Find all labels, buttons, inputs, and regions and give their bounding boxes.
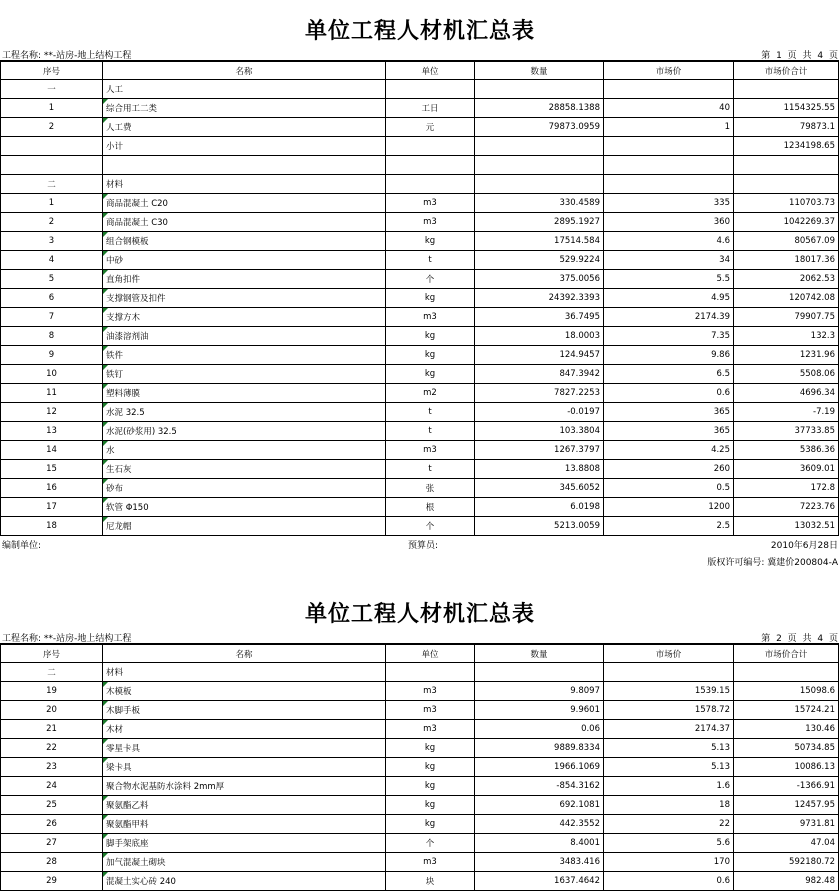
cell-qty: 3483.416 [475, 853, 604, 872]
cell-qty: 8.4001 [475, 834, 604, 853]
cell-total: 37733.85 [734, 422, 839, 441]
table-row [1, 739, 839, 758]
cell-price: 18 [604, 796, 734, 815]
col-header-price: 市场价 [604, 61, 734, 80]
table-row [1, 853, 839, 872]
table-row [1, 175, 839, 194]
cell-total: 130.46 [734, 720, 839, 739]
cell-price [604, 137, 734, 156]
cell-qty: 18.0003 [475, 327, 604, 346]
col-header-total: 市场价合计 [734, 61, 839, 80]
cell-total: 172.8 [734, 479, 839, 498]
cell-total: 15098.6 [734, 682, 839, 701]
cell-qty: 1267.3797 [475, 441, 604, 460]
cell-qty [475, 80, 604, 99]
table-row [1, 517, 839, 536]
cell-name: 中砂 [103, 251, 386, 270]
cell-unit: m3 [386, 720, 475, 739]
col-header-unit: 单位 [386, 61, 475, 80]
cell-qty: 124.9457 [475, 346, 604, 365]
cell-price [604, 156, 734, 175]
cell-name: 水泥 32.5 [103, 403, 386, 422]
table-row [1, 796, 839, 815]
cell-name [103, 156, 386, 175]
table-row [1, 346, 839, 365]
cell-no: 12 [1, 403, 103, 422]
cell-unit: kg [386, 777, 475, 796]
cell-name: 水泥(砂浆用) 32.5 [103, 422, 386, 441]
table-row [1, 815, 839, 834]
cell-price: 2.5 [604, 517, 734, 536]
cell-total: 120742.08 [734, 289, 839, 308]
col-header-unit: 单位 [386, 644, 475, 663]
cell-price: 6.5 [604, 365, 734, 384]
cell-price: 1200 [604, 498, 734, 517]
table-row [1, 118, 839, 137]
cell-no: 2 [1, 213, 103, 232]
cell-no: 一 [1, 80, 103, 99]
cell-qty: 17514.584 [475, 232, 604, 251]
cell-total: 80567.09 [734, 232, 839, 251]
table-row [1, 213, 839, 232]
table-row [1, 251, 839, 270]
cell-unit: kg [386, 365, 475, 384]
col-header-name: 名称 [103, 61, 386, 80]
cell-unit: m2 [386, 384, 475, 403]
cell-price: 5.13 [604, 758, 734, 777]
cell-no: 18 [1, 517, 103, 536]
cell-name: 砂布 [103, 479, 386, 498]
cell-no: 25 [1, 796, 103, 815]
col-header-no: 序号 [1, 644, 103, 663]
cell-price [604, 80, 734, 99]
cell-no: 29 [1, 872, 103, 891]
cell-unit [386, 156, 475, 175]
cell-name: 零星卡具 [103, 739, 386, 758]
cell-qty: 9889.8334 [475, 739, 604, 758]
col-header-total: 市场价合计 [734, 644, 839, 663]
table-header-row [1, 61, 839, 80]
cell-no: 28 [1, 853, 103, 872]
table-row [1, 720, 839, 739]
cell-no: 20 [1, 701, 103, 720]
table-row [1, 441, 839, 460]
cell-unit: m3 [386, 682, 475, 701]
cell-total: 3609.01 [734, 460, 839, 479]
cell-total: 18017.36 [734, 251, 839, 270]
col-header-name: 名称 [103, 644, 386, 663]
cell-qty: 24392.3393 [475, 289, 604, 308]
cell-qty: 1637.4642 [475, 872, 604, 891]
table-row [1, 498, 839, 517]
cell-unit: 元 [386, 118, 475, 137]
table-row [1, 460, 839, 479]
cell-name: 生石灰 [103, 460, 386, 479]
cell-no: 26 [1, 815, 103, 834]
cell-no: 3 [1, 232, 103, 251]
cell-no: 21 [1, 720, 103, 739]
table-row [1, 80, 839, 99]
cell-name: 支撑方木 [103, 308, 386, 327]
cell-total: 15724.21 [734, 701, 839, 720]
cell-no: 4 [1, 251, 103, 270]
table-row [1, 834, 839, 853]
cell-total: 132.3 [734, 327, 839, 346]
cell-price: 260 [604, 460, 734, 479]
cell-name: 木脚手板 [103, 701, 386, 720]
cell-no: 23 [1, 758, 103, 777]
cell-no: 1 [1, 99, 103, 118]
cell-unit: kg [386, 232, 475, 251]
cell-qty: 9.9601 [475, 701, 604, 720]
cell-no: 24 [1, 777, 103, 796]
cell-total [734, 156, 839, 175]
cell-unit: 个 [386, 834, 475, 853]
cell-name: 水 [103, 441, 386, 460]
cell-qty: 2895.1927 [475, 213, 604, 232]
cell-no: 5 [1, 270, 103, 289]
cell-unit: t [386, 403, 475, 422]
cell-unit: kg [386, 758, 475, 777]
cell-name: 直角扣件 [103, 270, 386, 289]
cell-name: 材料 [103, 175, 386, 194]
cell-price: 2174.37 [604, 720, 734, 739]
cell-price: 5.13 [604, 739, 734, 758]
cell-total: 1234198.65 [734, 137, 839, 156]
cell-price: 1539.15 [604, 682, 734, 701]
cell-name: 聚氨酯乙料 [103, 796, 386, 815]
cell-total: 13032.51 [734, 517, 839, 536]
cell-qty: 79873.0959 [475, 118, 604, 137]
table-row [1, 777, 839, 796]
cell-name: 铁钉 [103, 365, 386, 384]
cell-total: 1231.96 [734, 346, 839, 365]
cell-price: 5.6 [604, 834, 734, 853]
cell-name: 支撑钢管及扣件 [103, 289, 386, 308]
cell-unit: 根 [386, 498, 475, 517]
table-row [1, 663, 839, 682]
cell-price: 34 [604, 251, 734, 270]
cell-name: 人工费 [103, 118, 386, 137]
cell-unit: 个 [386, 270, 475, 289]
cell-total: 7223.76 [734, 498, 839, 517]
summary-table [0, 643, 839, 891]
cell-total: -7.19 [734, 403, 839, 422]
cell-no: 二 [1, 663, 103, 682]
cell-price: 4.95 [604, 289, 734, 308]
cell-qty: 1966.1069 [475, 758, 604, 777]
cell-total: 5386.36 [734, 441, 839, 460]
project-name: 工程名称: **-站房-地上结构工程 [2, 634, 132, 644]
cell-total: 1154325.55 [734, 99, 839, 118]
cell-name: 综合用工二类 [103, 99, 386, 118]
cell-price: 0.6 [604, 872, 734, 891]
project-name: 工程名称: **-站房-地上结构工程 [2, 51, 132, 61]
cell-qty: 0.06 [475, 720, 604, 739]
cell-total: 982.48 [734, 872, 839, 891]
cell-name: 小计 [103, 137, 386, 156]
cell-total: 2062.53 [734, 270, 839, 289]
cell-qty [475, 156, 604, 175]
table-body [1, 80, 839, 536]
cell-unit: kg [386, 815, 475, 834]
cell-qty: 9.8097 [475, 682, 604, 701]
cell-unit: kg [386, 346, 475, 365]
cell-no: 22 [1, 739, 103, 758]
cell-price: 365 [604, 422, 734, 441]
cell-price: 335 [604, 194, 734, 213]
cell-qty: -854.3162 [475, 777, 604, 796]
page-indicator: 第 1 页 共 4 页 [761, 51, 838, 61]
cell-price: 22 [604, 815, 734, 834]
cell-unit: 张 [386, 479, 475, 498]
cell-no: 二 [1, 175, 103, 194]
col-header-no: 序号 [1, 61, 103, 80]
cell-unit [386, 80, 475, 99]
cell-unit: 工日 [386, 99, 475, 118]
cell-price: 1.6 [604, 777, 734, 796]
table-row [1, 137, 839, 156]
cell-total: 592180.72 [734, 853, 839, 872]
table-row [1, 479, 839, 498]
table-row [1, 194, 839, 213]
table-row [1, 682, 839, 701]
cell-no: 2 [1, 118, 103, 137]
cell-price: 1 [604, 118, 734, 137]
cell-price: 2174.39 [604, 308, 734, 327]
cell-no: 8 [1, 327, 103, 346]
cell-qty: 5213.0059 [475, 517, 604, 536]
cell-name: 铁件 [103, 346, 386, 365]
cell-qty [475, 663, 604, 682]
page-indicator: 第 2 页 共 4 页 [761, 634, 838, 644]
cell-no: 13 [1, 422, 103, 441]
report-title: 单位工程人材机汇总表 [304, 601, 535, 627]
col-header-qty: 数量 [475, 61, 604, 80]
cell-qty [475, 137, 604, 156]
col-header-price: 市场价 [604, 644, 734, 663]
cell-no: 14 [1, 441, 103, 460]
cell-unit: m3 [386, 853, 475, 872]
table-row [1, 289, 839, 308]
cell-price: 5.5 [604, 270, 734, 289]
col-header-qty: 数量 [475, 644, 604, 663]
cell-no: 16 [1, 479, 103, 498]
compiler-label: 编制单位: [2, 541, 42, 551]
cell-unit: m3 [386, 213, 475, 232]
cell-name: 尼龙帽 [103, 517, 386, 536]
cell-no: 15 [1, 460, 103, 479]
summary-table [0, 60, 839, 536]
cell-total: 9731.81 [734, 815, 839, 834]
cell-total [734, 663, 839, 682]
cell-unit: m3 [386, 441, 475, 460]
cell-unit [386, 137, 475, 156]
table-row [1, 384, 839, 403]
cell-total: -1366.91 [734, 777, 839, 796]
cell-unit: 块 [386, 872, 475, 891]
cell-unit [386, 175, 475, 194]
cell-no: 7 [1, 308, 103, 327]
table-row [1, 872, 839, 891]
cell-unit [386, 663, 475, 682]
cell-total: 10086.13 [734, 758, 839, 777]
cell-qty: 847.3942 [475, 365, 604, 384]
table-row [1, 156, 839, 175]
cell-no: 27 [1, 834, 103, 853]
table-row [1, 327, 839, 346]
cell-price: 360 [604, 213, 734, 232]
cell-total: 5508.06 [734, 365, 839, 384]
cell-unit: kg [386, 289, 475, 308]
cell-unit: t [386, 251, 475, 270]
cell-price: 40 [604, 99, 734, 118]
cell-name: 聚合物水泥基防水涂料 2mm厚 [103, 777, 386, 796]
cell-name: 材料 [103, 663, 386, 682]
cell-qty: 692.1081 [475, 796, 604, 815]
report-date: 2010年6月28日 [770, 541, 838, 551]
cell-no: 9 [1, 346, 103, 365]
budgeter-label: 预算员: [408, 541, 439, 551]
cell-no: 6 [1, 289, 103, 308]
cell-name: 商品混凝土 C30 [103, 213, 386, 232]
cell-price: 0.5 [604, 479, 734, 498]
cell-total: 12457.95 [734, 796, 839, 815]
table-row [1, 232, 839, 251]
cell-price: 170 [604, 853, 734, 872]
cell-no: 19 [1, 682, 103, 701]
cell-total: 4696.34 [734, 384, 839, 403]
cell-name: 混凝土实心砖 240 [103, 872, 386, 891]
table-row [1, 403, 839, 422]
cell-name: 脚手架底座 [103, 834, 386, 853]
cell-name: 塑料薄膜 [103, 384, 386, 403]
cell-price: 4.6 [604, 232, 734, 251]
cell-no: 10 [1, 365, 103, 384]
cell-unit: m3 [386, 701, 475, 720]
cell-no: 17 [1, 498, 103, 517]
cell-total: 79907.75 [734, 308, 839, 327]
cell-no [1, 156, 103, 175]
table-row [1, 99, 839, 118]
cell-name: 聚氨酯甲料 [103, 815, 386, 834]
cell-price: 365 [604, 403, 734, 422]
cell-unit: kg [386, 796, 475, 815]
cell-qty: 375.0056 [475, 270, 604, 289]
cell-no [1, 137, 103, 156]
cell-price: 0.6 [604, 384, 734, 403]
license-number: 版权许可编号: 冀建价200804-A [707, 558, 838, 568]
cell-price: 4.25 [604, 441, 734, 460]
table-row [1, 270, 839, 289]
table-row [1, 422, 839, 441]
cell-total: 47.04 [734, 834, 839, 853]
cell-name: 组合钢模板 [103, 232, 386, 251]
cell-unit: m3 [386, 194, 475, 213]
cell-total: 50734.85 [734, 739, 839, 758]
cell-unit: t [386, 422, 475, 441]
table-header-row [1, 644, 839, 663]
cell-qty: 28858.1388 [475, 99, 604, 118]
cell-qty [475, 175, 604, 194]
cell-price [604, 175, 734, 194]
cell-name: 人工 [103, 80, 386, 99]
cell-total [734, 80, 839, 99]
cell-name: 木材 [103, 720, 386, 739]
report-title: 单位工程人材机汇总表 [304, 18, 535, 44]
cell-name: 油漆溶剂油 [103, 327, 386, 346]
cell-price [604, 663, 734, 682]
cell-total: 1042269.37 [734, 213, 839, 232]
cell-qty: 345.6052 [475, 479, 604, 498]
cell-qty: 36.7495 [475, 308, 604, 327]
cell-qty: 529.9224 [475, 251, 604, 270]
cell-name: 商品混凝土 C20 [103, 194, 386, 213]
cell-no: 11 [1, 384, 103, 403]
cell-total [734, 175, 839, 194]
cell-qty: 442.3552 [475, 815, 604, 834]
table-row [1, 701, 839, 720]
cell-price: 9.86 [604, 346, 734, 365]
table-row [1, 758, 839, 777]
table-row [1, 365, 839, 384]
cell-unit: kg [386, 327, 475, 346]
cell-unit: kg [386, 739, 475, 758]
cell-name: 加气混凝土砌块 [103, 853, 386, 872]
cell-price: 1578.72 [604, 701, 734, 720]
cell-qty: 7827.2253 [475, 384, 604, 403]
cell-total: 110703.73 [734, 194, 839, 213]
cell-no: 1 [1, 194, 103, 213]
table-row [1, 308, 839, 327]
cell-unit: m3 [386, 308, 475, 327]
cell-qty: -0.0197 [475, 403, 604, 422]
cell-unit: t [386, 460, 475, 479]
cell-name: 木模板 [103, 682, 386, 701]
cell-qty: 13.8808 [475, 460, 604, 479]
cell-unit: 个 [386, 517, 475, 536]
cell-qty: 6.0198 [475, 498, 604, 517]
cell-name: 梁卡具 [103, 758, 386, 777]
cell-total: 79873.1 [734, 118, 839, 137]
table-body [1, 663, 839, 891]
cell-name: 软管 Φ150 [103, 498, 386, 517]
cell-qty: 330.4589 [475, 194, 604, 213]
cell-qty: 103.3804 [475, 422, 604, 441]
cell-price: 7.35 [604, 327, 734, 346]
